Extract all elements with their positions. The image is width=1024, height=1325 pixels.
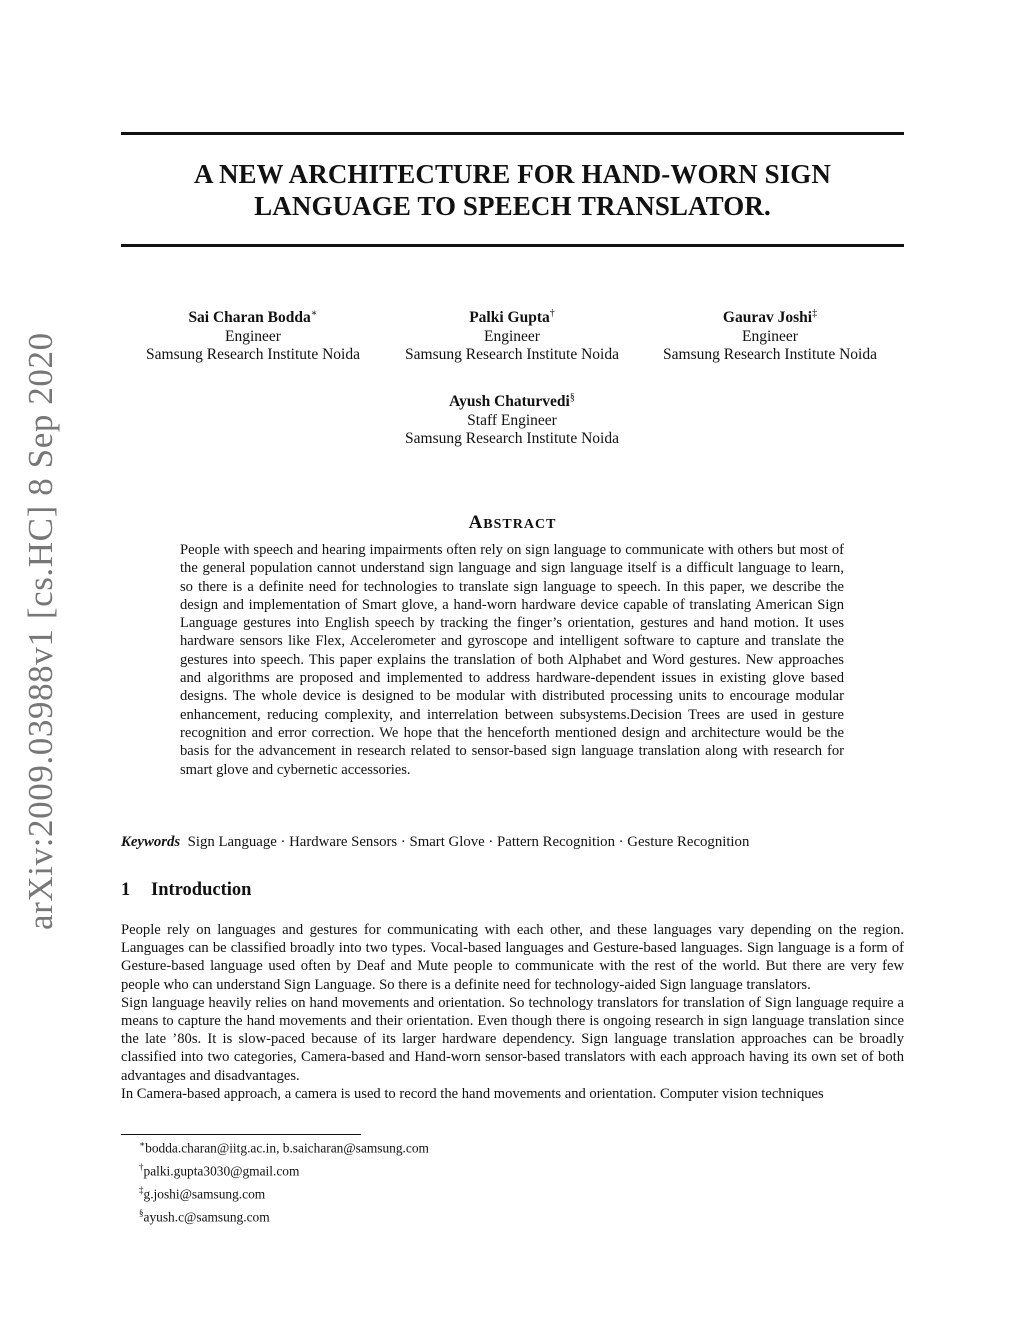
author-name: Ayush Chaturvedi§: [449, 392, 575, 411]
introduction-body: [121, 921, 904, 1103]
author-name: Gaurav Joshi‡: [722, 308, 818, 327]
footnote-marker: §: [569, 392, 575, 403]
keywords-label: Keywords: [121, 834, 181, 850]
abstract-heading: ABSTRACT: [468, 512, 557, 533]
abstract-text: People with speech and hearing impairments often rely on sign language to communicate with others but most of the general population cannot understand sign language and sign language itself is a difficult language to learn, so there is a definite need for technologies to translate sign language to speech. In this paper, we describe the design and implementation of Smart glove, a hand-worn hardware device capable of translating American Sign Language gestures into English speech by tracking the finger’s orientation, gestures and hand motion. It uses hardware sensors like Flex, Accelerometer and gyroscope and intelligent software to capture and translate the gestures into speech. This paper explains the translation of both Alphabet and Word gestures. New approaches and algorithms are proposed and implemented to address hardware-dependent issues in existing glove based designs. The whole device is designed to be modular with distributed processing units to encourage modular enhancement, reducing complexity, and interrelation between subsystems.Decision Trees are used in gesture recognition and error correction. We hope that the henceforth mentioned design and architecture would be the basis for the advancement in research related to sensor-based sign language translation along with research for smart glove and cybernetic accessories.: [180, 542, 844, 778]
author-name: Palki Gupta†: [469, 308, 555, 327]
paper-title: [121, 158, 904, 222]
author-block: [123, 305, 383, 365]
paragraph: In Camera-based approach, a camera is used to record the hand movements and orientation. Computer vision techniques: [121, 1085, 824, 1102]
author-role: Engineer: [742, 327, 798, 345]
section-title: Introduction: [151, 880, 252, 900]
paragraph: People rely on languages and gestures for communicating with each other, and these languages vary depending on the region. Languages can be classified broadly into two types. Vocal-based languages and Gesture-based languages. Sign language is a form of Gesture-based language used often by Deaf and Mute people to communicate with the rest of the world. But there are very few people who can understand Sign Language. So there is a definite need for technology-aided Sign language translators.: [121, 922, 904, 993]
title-line-2: LANGUAGE TO SPEECH TRANSLATOR.: [254, 191, 771, 221]
paragraph: Sign language heavily relies on hand movements and orientation. So technology translators for translation of Sign language require a means to capture the hand movements and their orientation. Even though there is ongoing research in sign language translation since the late ’80s. It is slow-paced because of its larger hardware dependency. Sign language translation approaches can be broadly classified into two categories, Camera-based and Hand-worn sensor-based translators with each approach having its own set of both advantages and disadvantages.: [121, 994, 904, 1084]
keywords-list: Sign Language · Hardware Sensors · Smart Glove · Pattern Recognition · Gesture Recognition: [187, 834, 750, 850]
author-block: [382, 389, 642, 449]
author-role: Staff Engineer: [467, 411, 557, 429]
author-affiliation: Samsung Research Institute Noida: [405, 430, 619, 448]
title-rule-top: [121, 132, 904, 135]
author-role: Engineer: [225, 327, 281, 345]
author-affiliation: Samsung Research Institute Noida: [663, 346, 877, 364]
footnote: ∗bodda.charan@iitg.ac.in, b.saicharan@samsung.com: [139, 1139, 429, 1156]
author-block: [640, 305, 900, 365]
footnote: †palki.gupta3030@gmail.com: [139, 1161, 300, 1179]
author-role: Engineer: [484, 327, 540, 345]
arxiv-identifier: arXiv:2009.03988v1 [cs.HC] 8 Sep 2020: [21, 332, 60, 930]
author-name: Sai Charan Bodda∗: [188, 308, 318, 327]
footnote-marker: ∗: [310, 308, 318, 319]
author-affiliation: Samsung Research Institute Noida: [405, 346, 619, 364]
title-rule-bottom: [121, 244, 904, 247]
footnotes: [139, 1135, 429, 1227]
title-line-1: A NEW ARCHITECTURE FOR HAND-WORN SIGN: [193, 159, 832, 189]
keywords-line: [121, 834, 749, 851]
author-affiliation: Samsung Research Institute Noida: [146, 346, 360, 364]
section-number: 1: [121, 880, 131, 900]
footnote: §ayush.c@samsung.com: [139, 1207, 270, 1225]
section-heading: [121, 880, 251, 901]
footnote: ‡g.joshi@samsung.com: [139, 1184, 266, 1202]
author-block: [382, 305, 642, 365]
footnote-marker: ‡: [812, 308, 818, 319]
footnote-marker: †: [549, 308, 555, 319]
